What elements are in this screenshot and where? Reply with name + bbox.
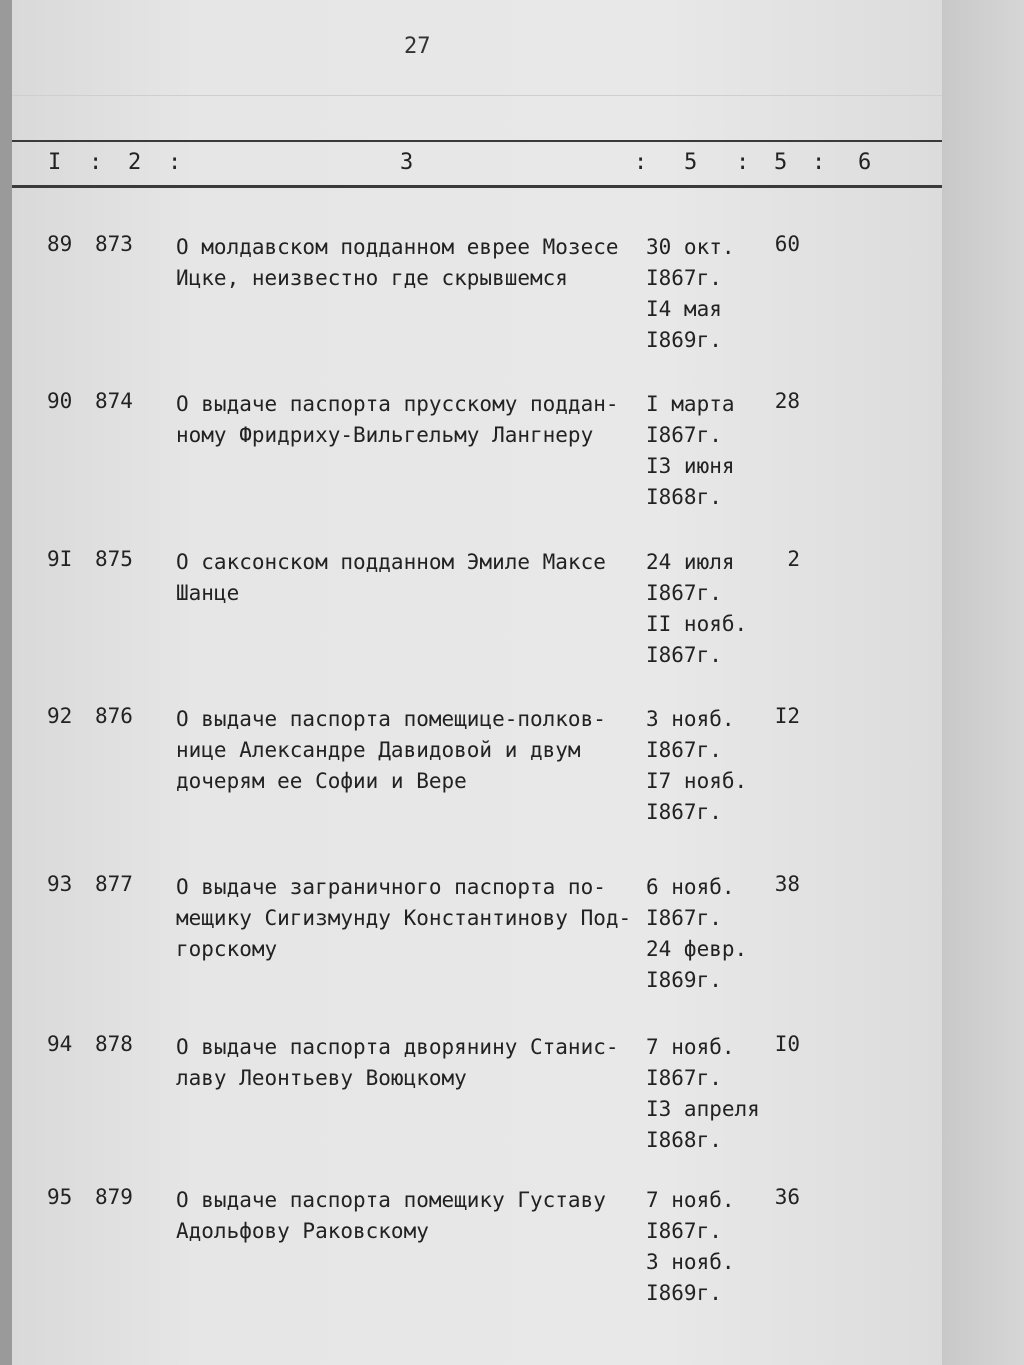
date-line: I867г.	[646, 266, 722, 290]
entry-number: 89	[47, 232, 73, 256]
inventory-number: 877	[95, 872, 133, 896]
column-header-row	[12, 150, 942, 180]
sheet-count: 28	[774, 389, 800, 413]
inventory-number: 876	[95, 704, 133, 728]
entry-title	[176, 872, 646, 965]
entry-dates	[646, 1032, 760, 1156]
entry-title	[176, 547, 646, 609]
date-line: I4 мая	[646, 297, 722, 321]
date-line: I869г.	[646, 1281, 722, 1305]
date-line: I867г.	[646, 800, 722, 824]
col-header-4: 5	[684, 150, 698, 175]
date-line: I867г.	[646, 643, 722, 667]
date-line: I3 апреля	[646, 1097, 760, 1121]
date-line: 7 нояб.	[646, 1188, 735, 1212]
col-header-2: 2	[128, 150, 142, 175]
header-bottom-rule	[12, 185, 942, 188]
date-line: 24 июля	[646, 550, 735, 574]
entry-title	[176, 1032, 646, 1094]
date-line: I3 июня	[646, 454, 735, 478]
date-line: I868г.	[646, 1128, 722, 1152]
title-line: лаву Леонтьеву Воюцкому	[176, 1066, 467, 1090]
col-header-1: I	[48, 150, 62, 175]
title-line: мещику Сигизмунду Константинову Под-	[176, 906, 632, 930]
entry-title	[176, 704, 646, 797]
document-page	[12, 0, 942, 1365]
date-line: I867г.	[646, 738, 722, 762]
date-line: I867г.	[646, 906, 722, 930]
inventory-number: 874	[95, 389, 133, 413]
col-header-3: 3	[400, 150, 414, 175]
col-header-5: 5	[774, 150, 788, 175]
date-line: 3 нояб.	[646, 1250, 735, 1274]
sheet-count: I0	[774, 1032, 800, 1056]
title-line: О выдаче паспорта помещику Густаву	[176, 1188, 606, 1212]
col-header-sep: :	[812, 150, 826, 175]
title-line: О выдаче паспорта дворянину Станис-	[176, 1035, 619, 1059]
entry-dates	[646, 704, 747, 828]
entry-number: 95	[47, 1185, 73, 1209]
inventory-number: 875	[95, 547, 133, 571]
sheet-count: 2	[787, 547, 800, 571]
date-line: I867г.	[646, 423, 722, 447]
sheet-count: 36	[774, 1185, 800, 1209]
entry-dates	[646, 232, 735, 356]
entry-title	[176, 232, 646, 294]
date-line: 24 февр.	[646, 937, 748, 961]
date-line: I марта	[646, 392, 735, 416]
col-header-sep: :	[168, 150, 182, 175]
date-line: I868г.	[646, 485, 722, 509]
entry-title	[176, 1185, 646, 1247]
title-line: Ицке, неизвестно где скрывшемся	[176, 266, 568, 290]
entry-dates	[646, 547, 747, 671]
title-line: О выдаче паспорта прусскому поддан-	[176, 392, 619, 416]
header-top-rule	[12, 140, 942, 142]
entry-dates	[646, 1185, 735, 1309]
inventory-number: 873	[95, 232, 133, 256]
col-header-sep: :	[89, 150, 103, 175]
col-header-6: 6	[858, 150, 872, 175]
date-line: 3 нояб.	[646, 707, 735, 731]
date-line: 6 нояб.	[646, 875, 735, 899]
date-line: I867г.	[646, 1219, 722, 1243]
date-line: I867г.	[646, 581, 722, 605]
date-line: I869г.	[646, 328, 722, 352]
entry-number: 92	[47, 704, 73, 728]
title-line: горскому	[176, 937, 278, 961]
faint-rule	[12, 95, 942, 96]
entry-number: 9I	[47, 547, 73, 571]
entry-title	[176, 389, 646, 451]
title-line: О молдавском подданном еврее Мозесе	[176, 235, 619, 259]
page-number: 27	[404, 34, 431, 59]
inventory-number: 879	[95, 1185, 133, 1209]
date-line: I7 нояб.	[646, 769, 748, 793]
entry-number: 93	[47, 872, 73, 896]
title-line: ному Фридриху-Вильгельму Лангнеру	[176, 423, 594, 447]
col-header-sep: :	[736, 150, 750, 175]
title-line: дочерям ее Софии и Вере	[176, 769, 467, 793]
title-line: О саксонском подданном Эмиле Максе	[176, 550, 606, 574]
underlying-page	[940, 0, 1024, 1365]
entry-number: 94	[47, 1032, 73, 1056]
sheet-count: 60	[774, 232, 800, 256]
title-line: О выдаче паспорта помещице-полков-	[176, 707, 606, 731]
entry-dates	[646, 389, 735, 513]
title-line: нице Александре Давидовой и двум	[176, 738, 581, 762]
title-line: О выдаче заграничного паспорта по-	[176, 875, 606, 899]
inventory-number: 878	[95, 1032, 133, 1056]
sheet-count: I2	[774, 704, 800, 728]
date-line: I869г.	[646, 968, 722, 992]
date-line: 7 нояб.	[646, 1035, 735, 1059]
entry-number: 90	[47, 389, 73, 413]
sheet-count: 38	[774, 872, 800, 896]
title-line: Адольфову Раковскому	[176, 1219, 429, 1243]
date-line: II нояб.	[646, 612, 748, 636]
date-line: 30 окт.	[646, 235, 735, 259]
title-line: Шанце	[176, 581, 240, 605]
date-line: I867г.	[646, 1066, 722, 1090]
col-header-sep: :	[634, 150, 648, 175]
entry-dates	[646, 872, 747, 996]
